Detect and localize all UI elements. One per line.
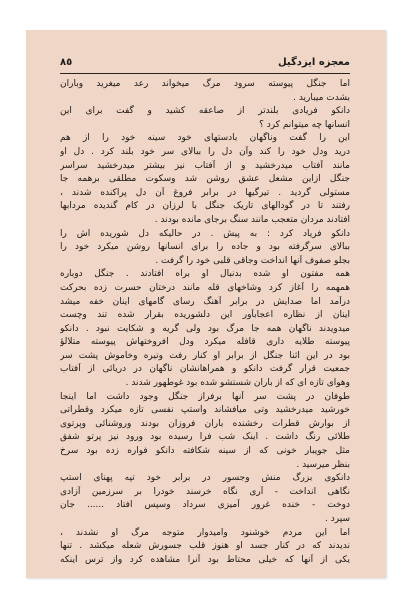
text-line: اما این مردم خوشنود وامیدوار متوجه مرگ او نشدند ، xyxy=(60,527,350,538)
text-line: دوخت - خنده غرور آمیزی سرداد وسپس افتاد ...... جان xyxy=(60,500,350,511)
text-line: این را گفت وناگهان بادستهای خود سینه خود را از هم xyxy=(60,133,350,144)
text-line: همهمه را آغاز کرد وشاخهای قله مانند درختان حسرت زده بحرکت xyxy=(60,282,350,293)
text-line: خورشید میدرخشید وتی میافشاند واستپ نفسی تازه میکرد وقطراتی xyxy=(60,405,350,416)
text-line: ببالای سرگرفته بود و جاده را برای انسانها روشن میکرد خود را xyxy=(60,242,350,253)
text-line: بشدت میبارید . xyxy=(293,92,350,103)
book-page xyxy=(26,30,386,578)
text-line: سپرد . xyxy=(325,514,350,524)
text-line: جنگل ازاین مشعل عشق روشن شد وسکوت مطلقی برهمه جا xyxy=(60,174,350,185)
text-line: مثل جویبار خونی که از سینه شکافته دانکو فواره زده بود سرخ xyxy=(60,446,350,457)
text-line: میدویدند ناگهان همه جا مرگ بود ولی گریه و شکایت نبود . دانکو xyxy=(60,323,350,334)
text-line: بنظر میرسید . xyxy=(296,459,350,470)
running-title: معجزه ایزدگیل xyxy=(277,56,350,68)
text-line: نگاهی انداخت - آری نگاه خرسند خودرا بر سرزمین آزادی xyxy=(60,486,350,497)
text-line: مستولی گردید . تیرگیها در برابر فروغ آن دل پراکنده شدند ، xyxy=(60,187,350,198)
text-line: رفتند تا در گودالهای تاریک جنگل با لرزان در کام گندیده مردابها xyxy=(60,201,350,212)
text-line: همه مفتون او شده بدنبال او براه افتادند . جنگل دوباره xyxy=(60,269,350,280)
header-rule xyxy=(60,73,350,74)
text-line: افتادند مردان متعجب مانند سنگ برجای مانده بودند . xyxy=(154,214,350,225)
text-line: درآمد اما صدایش در برابر آهنگ رسای گامهای اینان خفه میشد xyxy=(60,296,350,307)
text-line: طوفان در پشت سر آنها برفراز جنگل وجود داشت اما اینجا xyxy=(60,391,350,402)
page-number: ٨٥ xyxy=(60,56,73,68)
body-text xyxy=(60,78,350,567)
text-line: جمعیت قرار گرفت دانکو و همراهانشان ناگهان در دریائی از آفتاب xyxy=(60,364,350,375)
text-line: دانکوی بزرگ منش وجسور در برابر خود تپه پهنای استپ xyxy=(60,473,350,484)
text-line: بود در این اثنا جنگل از برابر او کنار رفت وتیره وخاموش پشت سر xyxy=(60,350,350,361)
text-line: طلائی رنگ داشت . اینک شب فرا رسیده بود ورود نیز پرتو شفق xyxy=(60,432,350,443)
text-line: بجلو صفوف آنها انداخت وجاقی قلبی خود را گرفت . xyxy=(155,255,350,266)
text-line: دانکو فریاد کرد : به پیش . در حالیکه دل شوریده اش را xyxy=(60,228,350,239)
page-header xyxy=(60,54,350,70)
text-line: اینان از نظاره اعجابآور این دلشوریده بقرار شده تند وچست xyxy=(60,310,350,321)
text-line: از بوارش قطرات رخشنده باران فروزان بودند وروشنائی وپرتوی xyxy=(60,418,350,429)
text-line: پیوسته طلایه داری قافله میکرد ودل افروختهاش پیوسته متلالؤ xyxy=(60,337,350,348)
text-line: یکی از آنها که خیلی محتاط بود آنرا مشاهده کرد واز ترس اینکه xyxy=(60,554,350,565)
text-line: دانکو فریادی بلندتر از صاعقه کشید و گفت برای این xyxy=(60,106,350,117)
text-line: وهوای تازه ای که از باران شستشو شده بود غوطهور شدند . xyxy=(125,378,350,389)
text-line: اما جنگل پیوسته سرود مرگ میخواند رعد میغرید وباران xyxy=(60,79,350,89)
text-line: انسانها چه میتوانم کرد ؟ xyxy=(259,119,350,130)
text-line: ندیدند که در کنار جسد او هنوز قلب جسورش شعله میکشد . تنها xyxy=(60,541,350,552)
text-line: مانند آفتاب میدرخشید و از آفتاب نیز بیشتر میدرخشید سراسر xyxy=(60,160,350,171)
text-line: درید ودل خود را کند وآن دل را ببالای سر خود بلند کرد . دل او xyxy=(60,146,350,157)
